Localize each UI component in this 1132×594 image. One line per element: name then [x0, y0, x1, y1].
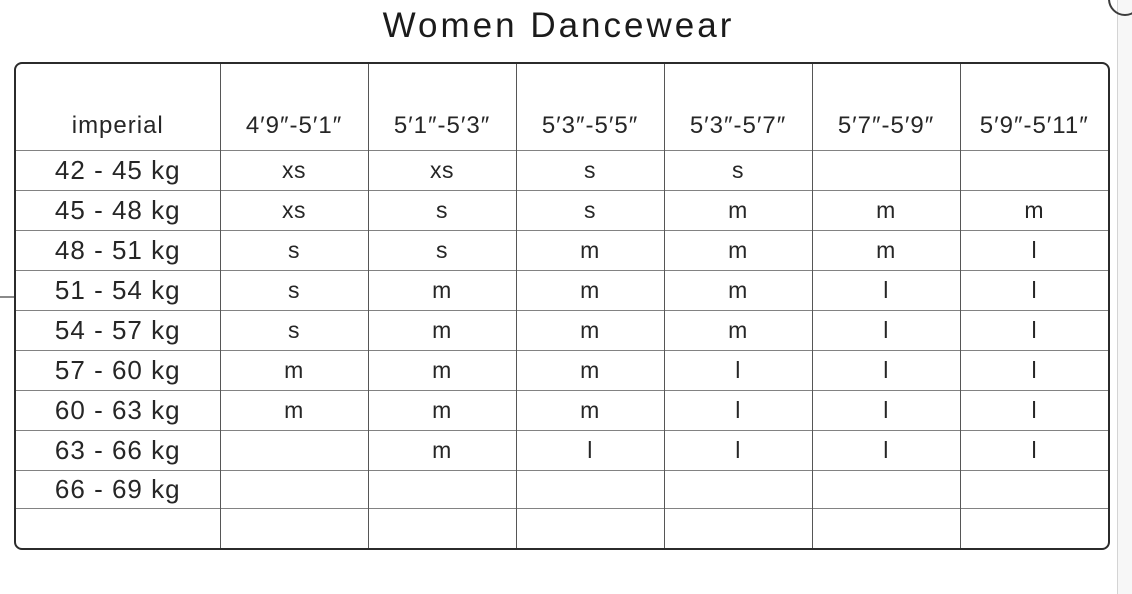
row-label-cell: 45 - 48 kg	[16, 190, 220, 230]
size-cell: m	[516, 350, 664, 390]
size-cell: s	[220, 310, 368, 350]
size-cell	[960, 470, 1108, 508]
size-cell: m	[516, 390, 664, 430]
row-label-cell: 57 - 60 kg	[16, 350, 220, 390]
size-cell: xs	[368, 150, 516, 190]
size-cell: l	[812, 310, 960, 350]
size-cell	[812, 508, 960, 550]
size-cell: l	[960, 430, 1108, 470]
size-cell	[960, 150, 1108, 190]
size-cell: m	[812, 230, 960, 270]
size-cell: l	[960, 270, 1108, 310]
row-label-cell: 54 - 57 kg	[16, 310, 220, 350]
size-chart-table	[16, 64, 1108, 550]
size-cell: m	[516, 230, 664, 270]
row-label-cell: 51 - 54 kg	[16, 270, 220, 310]
table-row	[16, 310, 1108, 350]
size-cell: xs	[220, 150, 368, 190]
size-cell: l	[664, 350, 812, 390]
table-row	[16, 190, 1108, 230]
stray-line-fragment	[0, 296, 14, 298]
size-cell	[812, 470, 960, 508]
header-cell-height-range: 5′3″-5′7″	[664, 64, 812, 150]
table-row	[16, 230, 1108, 270]
row-label-cell: 60 - 63 kg	[16, 390, 220, 430]
row-label-cell: 48 - 51 kg	[16, 230, 220, 270]
size-cell: l	[516, 430, 664, 470]
size-cell: m	[664, 190, 812, 230]
header-cell-height-range: 5′9″-5′11″	[960, 64, 1108, 150]
size-cell: s	[368, 190, 516, 230]
size-cell: s	[664, 150, 812, 190]
table-row	[16, 430, 1108, 470]
size-cell: l	[960, 390, 1108, 430]
scrollbar-track[interactable]	[1117, 0, 1132, 594]
size-cell: m	[368, 270, 516, 310]
size-cell	[220, 470, 368, 508]
size-cell: l	[960, 310, 1108, 350]
table-row	[16, 270, 1108, 310]
row-label-cell: 42 - 45 kg	[16, 150, 220, 190]
size-cell: m	[368, 390, 516, 430]
size-cell	[812, 150, 960, 190]
size-cell: l	[664, 430, 812, 470]
size-cell: l	[960, 350, 1108, 390]
size-cell	[516, 508, 664, 550]
size-cell	[220, 508, 368, 550]
header-cell-imperial: imperial	[71, 111, 164, 139]
size-cell	[960, 508, 1108, 550]
size-cell: m	[664, 230, 812, 270]
table-row	[16, 150, 1108, 190]
size-cell: l	[812, 270, 960, 310]
header-row	[16, 64, 1108, 150]
size-chart	[14, 62, 1110, 550]
row-label-cell	[16, 508, 220, 550]
size-cell	[368, 470, 516, 508]
header-cell-height-range: 4′9″-5′1″	[220, 64, 368, 150]
size-cell: m	[368, 310, 516, 350]
size-cell: m	[960, 190, 1108, 230]
size-cell: xs	[220, 190, 368, 230]
size-cell: m	[368, 350, 516, 390]
table-row	[16, 470, 1108, 508]
size-cell	[664, 508, 812, 550]
size-cell: s	[220, 230, 368, 270]
size-cell: m	[516, 270, 664, 310]
size-cell: s	[516, 150, 664, 190]
size-cell: l	[812, 390, 960, 430]
size-cell: m	[664, 270, 812, 310]
table-row	[16, 390, 1108, 430]
size-cell: s	[368, 230, 516, 270]
size-cell: s	[516, 190, 664, 230]
header-cell-height-range: 5′7″-5′9″	[812, 64, 960, 150]
size-cell	[516, 470, 664, 508]
table-row	[16, 350, 1108, 390]
header-cell-height-range: 5′3″-5′5″	[516, 64, 664, 150]
size-cell: m	[516, 310, 664, 350]
size-cell: m	[220, 390, 368, 430]
size-cell	[220, 430, 368, 470]
row-label-cell: 66 - 69 kg	[16, 470, 220, 508]
size-cell: m	[812, 190, 960, 230]
size-cell: m	[220, 350, 368, 390]
table-row	[16, 508, 1108, 550]
size-cell: l	[664, 390, 812, 430]
size-cell	[368, 508, 516, 550]
size-cell: l	[960, 230, 1108, 270]
size-cell: l	[812, 430, 960, 470]
size-cell	[664, 470, 812, 508]
size-cell: l	[812, 350, 960, 390]
header-cell-height-range: 5′1″-5′3″	[368, 64, 516, 150]
size-cell: m	[368, 430, 516, 470]
row-label-cell: 63 - 66 kg	[16, 430, 220, 470]
page-title: Women Dancewear	[382, 6, 735, 45]
size-cell: m	[664, 310, 812, 350]
size-cell: s	[220, 270, 368, 310]
